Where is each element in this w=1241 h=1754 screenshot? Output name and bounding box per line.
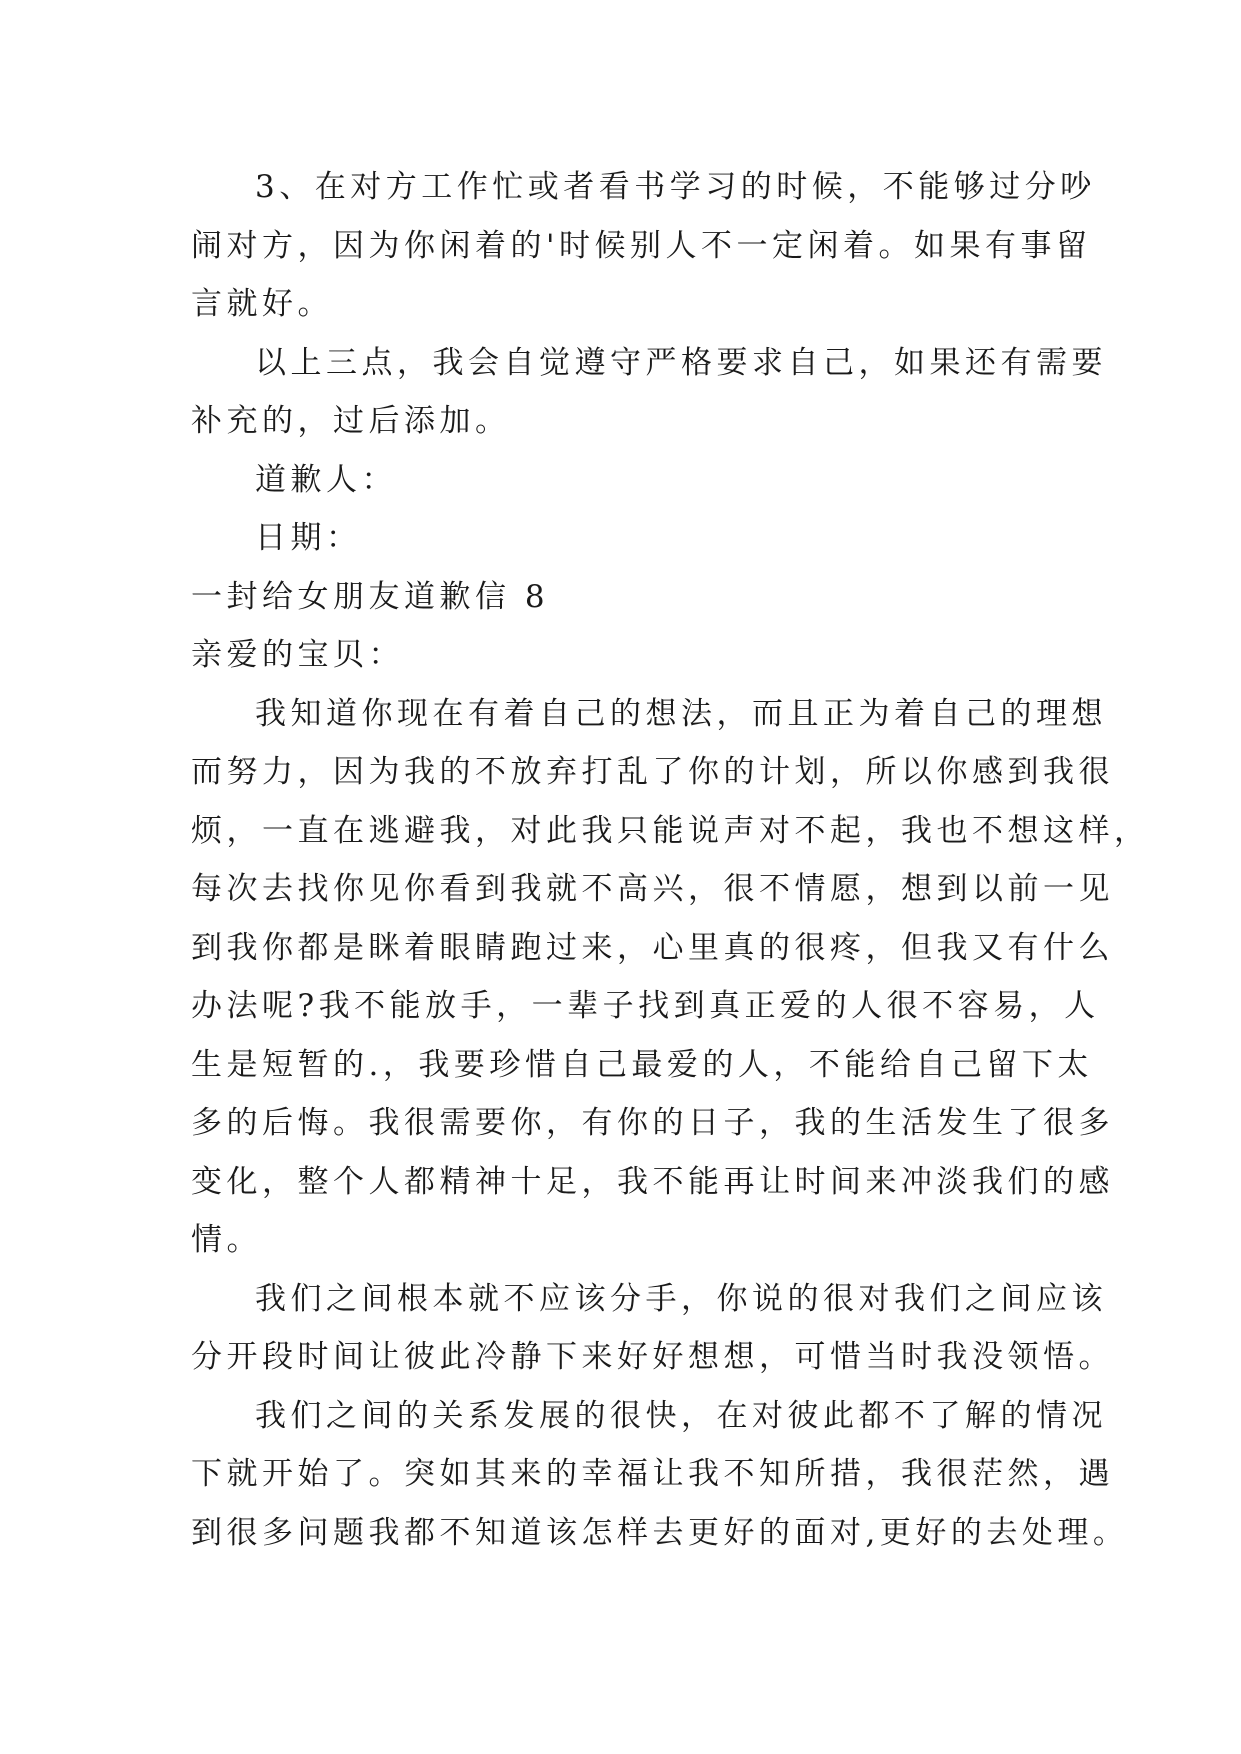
paragraph-3-line-3: 言就好。 [191,286,333,322]
body-paragraph-1-line-5: 到我你都是眯着眼睛跑过来，心里真的很疼，但我又有什么 [191,929,1114,966]
body-paragraph-1-line-4: 每次去找你见你看到我就不高兴，很不情愿，想到以前一见 [191,871,1114,907]
body-paragraph-3-line-1: 我们之间的关系发展的很快，在对彼此都不了解的情况 [255,1397,1107,1434]
summary-line-2: 补充的，过后添加。 [191,403,511,439]
signature-label: 道歉人： [255,461,397,498]
document-body [191,158,1150,1562]
body-paragraph-1-line-6: 办法呢?我不能放手，一辈子找到真正爱的人很不容易，人 [191,988,1100,1024]
body-paragraph-1-line-3: 烦，一直在逃避我，对此我只能说声对不起，我也不想这样， [191,812,1150,849]
summary-line-1: 以上三点，我会自觉遵守严格要求自己，如果还有需要 [255,344,1107,381]
letter-heading: 一封给女朋友道歉信 8 [191,578,550,615]
paragraph-3-line-2: 闹对方，因为你闲着的'时候别人不一定闲着。如果有事留 [191,227,1092,264]
salutation: 亲爱的宝贝： [191,637,404,673]
body-paragraph-1-line-1: 我知道你现在有着自己的想法，而且正为着自己的理想 [255,695,1107,732]
paragraph-3-line-1: 3、在对方工作忙或者看书学习的时候，不能够过分吵 [255,169,1096,205]
body-paragraph-1-line-7: 生是短暂的.，我要珍惜自己最爱的人，不能给自己留下太 [191,1046,1093,1083]
body-paragraph-2-line-1: 我们之间根本就不应该分手，你说的很对我们之间应该 [255,1280,1107,1317]
body-paragraph-1-line-10: 情。 [191,1222,262,1258]
body-paragraph-3-line-2: 下就开始了。突如其来的幸福让我不知所措，我很茫然，遇 [191,1456,1114,1492]
body-paragraph-2-line-2: 分开段时间让彼此冷静下来好好想想，可惜当时我没领悟。 [191,1339,1114,1375]
body-paragraph-1-line-2: 而努力，因为我的不放弃打乱了你的计划，所以你感到我很 [191,754,1114,790]
body-paragraph-1-line-8: 多的后悔。我很需要你，有你的日子，我的生活发生了很多 [191,1105,1114,1141]
body-paragraph-3-line-3: 到很多问题我都不知道该怎样去更好的面对,更好的去处理。 [191,1514,1129,1551]
date-label: 日期： [255,520,362,556]
body-paragraph-1-line-9: 变化，整个人都精神十足，我不能再让时间来冲淡我们的感 [191,1163,1114,1200]
